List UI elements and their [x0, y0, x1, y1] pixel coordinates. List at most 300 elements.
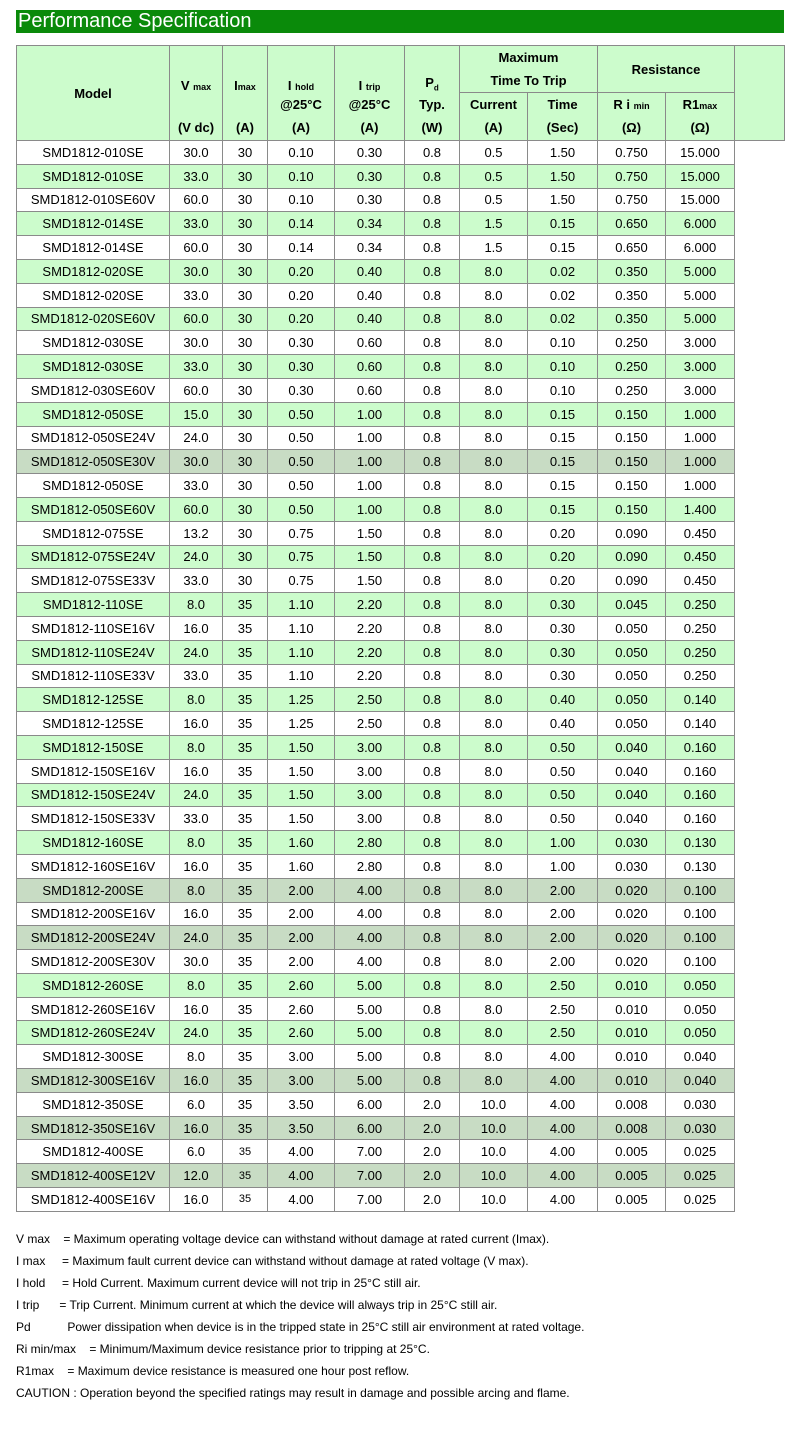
cell-rimin: 0.250: [598, 355, 666, 379]
cell-r1max: 5.000: [666, 307, 735, 331]
cell-vmax: 8.0: [170, 593, 223, 617]
cell-pd: 0.8: [405, 878, 460, 902]
cell-imax: 30: [223, 141, 268, 165]
header-resistance: Resistance: [598, 46, 735, 93]
cell-pd: 0.8: [405, 497, 460, 521]
table-row: [17, 735, 785, 759]
cell-itrip: 3.00: [335, 759, 405, 783]
cell-time: 0.15: [528, 426, 598, 450]
cell-rimin: 0.008: [598, 1116, 666, 1140]
cell-time: 4.00: [528, 1045, 598, 1069]
cell-model: SMD1812-125SE: [17, 688, 170, 712]
cell-imax: 35: [223, 1045, 268, 1069]
cell-rimin: 0.650: [598, 212, 666, 236]
cell-ihold: 3.50: [268, 1116, 335, 1140]
cell-pd: 0.8: [405, 712, 460, 736]
cell-r1max: 1.000: [666, 402, 735, 426]
cell-imax: 30: [223, 164, 268, 188]
cell-blank: [735, 664, 785, 688]
cell-pd: 0.8: [405, 783, 460, 807]
cell-blank: [735, 1045, 785, 1069]
cell-imax: 35: [223, 807, 268, 831]
cell-r1max: 0.050: [666, 997, 735, 1021]
cell-model: SMD1812-200SE30V: [17, 950, 170, 974]
cell-imax: 35: [223, 593, 268, 617]
cell-ihold: 0.75: [268, 521, 335, 545]
cell-pd: 0.8: [405, 474, 460, 498]
cell-rimin: 0.050: [598, 640, 666, 664]
cell-vmax: 16.0: [170, 902, 223, 926]
cell-blank: [735, 926, 785, 950]
cell-current: 10.0: [460, 1092, 528, 1116]
cell-imax: 30: [223, 331, 268, 355]
cell-ihold: 1.50: [268, 735, 335, 759]
cell-pd: 0.8: [405, 141, 460, 165]
cell-current: 8.0: [460, 712, 528, 736]
cell-itrip: 1.00: [335, 426, 405, 450]
table-body: [17, 141, 785, 1212]
cell-itrip: 1.00: [335, 450, 405, 474]
cell-current: 8.0: [460, 664, 528, 688]
cell-imax: 35: [223, 688, 268, 712]
footnote: R1max = Maximum device resistance is measured one hour post reflow.: [16, 1364, 410, 1378]
table-row: [17, 902, 785, 926]
cell-r1max: 3.000: [666, 378, 735, 402]
cell-r1max: 0.160: [666, 807, 735, 831]
cell-current: 8.0: [460, 569, 528, 593]
cell-rimin: 0.020: [598, 926, 666, 950]
cell-imax: 35: [223, 1164, 268, 1188]
cell-itrip: 0.34: [335, 236, 405, 260]
footnote: I max = Maximum fault current device can withstand without damage at rated voltage (V max).: [16, 1254, 529, 1268]
cell-rimin: 0.750: [598, 141, 666, 165]
cell-r1max: 0.130: [666, 831, 735, 855]
cell-time: 2.00: [528, 950, 598, 974]
header-blank: [735, 46, 785, 141]
cell-current: 8.0: [460, 283, 528, 307]
cell-ihold: 1.10: [268, 616, 335, 640]
cell-blank: [735, 1140, 785, 1164]
table-row: [17, 188, 785, 212]
cell-vmax: 8.0: [170, 973, 223, 997]
cell-r1max: 3.000: [666, 331, 735, 355]
cell-pd: 0.8: [405, 640, 460, 664]
cell-itrip: 4.00: [335, 950, 405, 974]
cell-r1max: 5.000: [666, 259, 735, 283]
cell-blank: [735, 426, 785, 450]
cell-current: 10.0: [460, 1140, 528, 1164]
table-row: [17, 141, 785, 165]
cell-pd: 0.8: [405, 569, 460, 593]
cell-time: 0.40: [528, 712, 598, 736]
cell-rimin: 0.350: [598, 259, 666, 283]
cell-time: 1.50: [528, 188, 598, 212]
cell-model: SMD1812-075SE24V: [17, 545, 170, 569]
cell-current: 8.0: [460, 688, 528, 712]
table-row: [17, 1164, 785, 1188]
table-row: [17, 950, 785, 974]
cell-blank: [735, 402, 785, 426]
cell-rimin: 0.010: [598, 997, 666, 1021]
cell-pd: 0.8: [405, 807, 460, 831]
cell-vmax: 24.0: [170, 426, 223, 450]
cell-vmax: 24.0: [170, 926, 223, 950]
table-row: [17, 521, 785, 545]
cell-pd: 0.8: [405, 997, 460, 1021]
cell-time: 0.50: [528, 759, 598, 783]
table-row: [17, 1188, 785, 1212]
cell-current: 8.0: [460, 593, 528, 617]
table-row: [17, 926, 785, 950]
cell-current: 8.0: [460, 378, 528, 402]
cell-imax: 35: [223, 997, 268, 1021]
table-row: [17, 355, 785, 379]
table-row: [17, 616, 785, 640]
table-row: [17, 593, 785, 617]
cell-r1max: 0.160: [666, 759, 735, 783]
cell-itrip: 0.40: [335, 283, 405, 307]
cell-pd: 2.0: [405, 1188, 460, 1212]
cell-r1max: 0.250: [666, 640, 735, 664]
cell-current: 1.5: [460, 212, 528, 236]
cell-pd: 0.8: [405, 616, 460, 640]
cell-pd: 0.8: [405, 426, 460, 450]
cell-time: 2.00: [528, 902, 598, 926]
cell-r1max: 0.140: [666, 712, 735, 736]
cell-vmax: 8.0: [170, 688, 223, 712]
cell-time: 0.10: [528, 331, 598, 355]
table-row: [17, 331, 785, 355]
cell-current: 8.0: [460, 783, 528, 807]
cell-current: 8.0: [460, 545, 528, 569]
cell-ihold: 2.00: [268, 878, 335, 902]
cell-imax: 30: [223, 569, 268, 593]
cell-rimin: 0.050: [598, 712, 666, 736]
cell-itrip: 2.20: [335, 593, 405, 617]
cell-rimin: 0.010: [598, 1069, 666, 1093]
table-row: [17, 831, 785, 855]
cell-model: SMD1812-400SE: [17, 1140, 170, 1164]
header-ihold: I hold: [268, 46, 335, 93]
cell-itrip: 1.00: [335, 497, 405, 521]
cell-ihold: 0.30: [268, 331, 335, 355]
cell-time: 4.00: [528, 1188, 598, 1212]
cell-model: SMD1812-030SE: [17, 331, 170, 355]
cell-model: SMD1812-050SE24V: [17, 426, 170, 450]
cell-r1max: 0.040: [666, 1069, 735, 1093]
cell-r1max: 0.100: [666, 926, 735, 950]
cell-ihold: 1.60: [268, 831, 335, 855]
cell-blank: [735, 878, 785, 902]
cell-blank: [735, 1092, 785, 1116]
cell-rimin: 0.090: [598, 545, 666, 569]
cell-vmax: 30.0: [170, 141, 223, 165]
cell-rimin: 0.020: [598, 950, 666, 974]
cell-rimin: 0.250: [598, 331, 666, 355]
cell-itrip: 2.20: [335, 616, 405, 640]
cell-itrip: 5.00: [335, 1045, 405, 1069]
cell-imax: 30: [223, 212, 268, 236]
cell-ihold: 2.00: [268, 926, 335, 950]
cell-rimin: 0.050: [598, 688, 666, 712]
cell-rimin: 0.150: [598, 450, 666, 474]
cell-ihold: 0.50: [268, 426, 335, 450]
cell-vmax: 6.0: [170, 1140, 223, 1164]
cell-blank: [735, 164, 785, 188]
cell-current: 8.0: [460, 426, 528, 450]
cell-blank: [735, 593, 785, 617]
cell-model: SMD1812-150SE: [17, 735, 170, 759]
cell-blank: [735, 688, 785, 712]
cell-itrip: 1.00: [335, 402, 405, 426]
cell-time: 0.20: [528, 521, 598, 545]
cell-pd: 0.8: [405, 236, 460, 260]
cell-blank: [735, 307, 785, 331]
cell-current: 8.0: [460, 1021, 528, 1045]
cell-vmax: 33.0: [170, 355, 223, 379]
table-row: [17, 1092, 785, 1116]
header-rimin: R i min: [598, 93, 666, 116]
cell-model: SMD1812-260SE: [17, 973, 170, 997]
cell-vmax: 33.0: [170, 164, 223, 188]
cell-model: SMD1812-350SE16V: [17, 1116, 170, 1140]
table-row: [17, 259, 785, 283]
cell-time: 0.50: [528, 735, 598, 759]
header-pd-unit: (W): [405, 116, 460, 141]
cell-time: 0.40: [528, 688, 598, 712]
notes-section: [16, 1228, 786, 1404]
cell-blank: [735, 545, 785, 569]
cell-r1max: 0.250: [666, 664, 735, 688]
cell-pd: 0.8: [405, 259, 460, 283]
cell-time: 0.50: [528, 807, 598, 831]
page-title: Performance Specification: [16, 10, 784, 33]
cell-blank: [735, 378, 785, 402]
cell-time: 0.15: [528, 212, 598, 236]
cell-current: 8.0: [460, 759, 528, 783]
cell-current: 8.0: [460, 997, 528, 1021]
cell-pd: 0.8: [405, 735, 460, 759]
cell-itrip: 0.40: [335, 259, 405, 283]
cell-r1max: 0.140: [666, 688, 735, 712]
cell-ihold: 1.25: [268, 688, 335, 712]
footnote: Ri min/max = Minimum/Maximum device resistance prior to tripping at 25°C.: [16, 1342, 430, 1356]
cell-model: SMD1812-200SE24V: [17, 926, 170, 950]
cell-imax: 35: [223, 1069, 268, 1093]
cell-current: 8.0: [460, 1045, 528, 1069]
cell-ihold: 1.50: [268, 783, 335, 807]
cell-rimin: 0.030: [598, 831, 666, 855]
cell-blank: [735, 712, 785, 736]
cell-pd: 0.8: [405, 1069, 460, 1093]
header-model: Model: [17, 46, 170, 141]
cell-imax: 35: [223, 735, 268, 759]
table-row: [17, 164, 785, 188]
cell-vmax: 33.0: [170, 212, 223, 236]
cell-time: 2.50: [528, 973, 598, 997]
cell-blank: [735, 569, 785, 593]
cell-vmax: 8.0: [170, 1045, 223, 1069]
cell-vmax: 16.0: [170, 854, 223, 878]
cell-ihold: 3.00: [268, 1069, 335, 1093]
cell-itrip: 5.00: [335, 1021, 405, 1045]
cell-r1max: 0.030: [666, 1116, 735, 1140]
cell-itrip: 0.60: [335, 355, 405, 379]
cell-rimin: 0.750: [598, 164, 666, 188]
table-row: [17, 688, 785, 712]
cell-rimin: 0.020: [598, 902, 666, 926]
cell-blank: [735, 521, 785, 545]
cell-pd: 0.8: [405, 1021, 460, 1045]
cell-vmax: 30.0: [170, 450, 223, 474]
cell-vmax: 30.0: [170, 259, 223, 283]
cell-rimin: 0.150: [598, 474, 666, 498]
cell-time: 4.00: [528, 1140, 598, 1164]
cell-pd: 2.0: [405, 1164, 460, 1188]
cell-current: 8.0: [460, 902, 528, 926]
cell-ihold: 0.50: [268, 450, 335, 474]
cell-pd: 0.8: [405, 307, 460, 331]
cell-itrip: 1.50: [335, 569, 405, 593]
cell-itrip: 0.40: [335, 307, 405, 331]
cell-ihold: 4.00: [268, 1188, 335, 1212]
cell-pd: 2.0: [405, 1092, 460, 1116]
cell-pd: 0.8: [405, 402, 460, 426]
cell-time: 0.20: [528, 545, 598, 569]
cell-ihold: 2.00: [268, 902, 335, 926]
cell-model: SMD1812-020SE60V: [17, 307, 170, 331]
cell-itrip: 2.50: [335, 688, 405, 712]
cell-current: 1.5: [460, 236, 528, 260]
cell-pd: 0.8: [405, 950, 460, 974]
cell-time: 4.00: [528, 1069, 598, 1093]
cell-imax: 35: [223, 950, 268, 974]
cell-time: 1.00: [528, 831, 598, 855]
cell-rimin: 0.010: [598, 973, 666, 997]
cell-blank: [735, 807, 785, 831]
cell-blank: [735, 1164, 785, 1188]
cell-time: 0.15: [528, 474, 598, 498]
cell-pd: 0.8: [405, 164, 460, 188]
cell-ihold: 1.50: [268, 807, 335, 831]
cell-imax: 35: [223, 831, 268, 855]
cell-imax: 30: [223, 259, 268, 283]
header-r1max-unit: (Ω): [666, 116, 735, 141]
cell-current: 8.0: [460, 640, 528, 664]
cell-current: 8.0: [460, 497, 528, 521]
cell-ihold: 0.50: [268, 497, 335, 521]
cell-current: 8.0: [460, 735, 528, 759]
cell-model: SMD1812-300SE16V: [17, 1069, 170, 1093]
cell-model: SMD1812-400SE16V: [17, 1188, 170, 1212]
cell-itrip: 5.00: [335, 973, 405, 997]
cell-rimin: 0.050: [598, 616, 666, 640]
cell-r1max: 1.000: [666, 474, 735, 498]
cell-time: 1.50: [528, 141, 598, 165]
cell-imax: 35: [223, 926, 268, 950]
cell-rimin: 0.150: [598, 497, 666, 521]
cell-blank: [735, 854, 785, 878]
cell-itrip: 0.30: [335, 188, 405, 212]
cell-rimin: 0.350: [598, 307, 666, 331]
cell-model: SMD1812-160SE: [17, 831, 170, 855]
cell-itrip: 5.00: [335, 997, 405, 1021]
cell-ihold: 1.10: [268, 664, 335, 688]
cell-r1max: 15.000: [666, 141, 735, 165]
header-vmax: V max: [170, 46, 223, 93]
cell-blank: [735, 355, 785, 379]
cell-itrip: 0.60: [335, 331, 405, 355]
cell-rimin: 0.650: [598, 236, 666, 260]
cell-blank: [735, 259, 785, 283]
cell-blank: [735, 450, 785, 474]
table-row: [17, 1116, 785, 1140]
cell-time: 4.00: [528, 1164, 598, 1188]
cell-time: 0.50: [528, 783, 598, 807]
cell-rimin: 0.020: [598, 878, 666, 902]
cell-model: SMD1812-150SE33V: [17, 807, 170, 831]
cell-itrip: 1.50: [335, 521, 405, 545]
table-row: [17, 450, 785, 474]
cell-rimin: 0.040: [598, 735, 666, 759]
cell-vmax: 16.0: [170, 1188, 223, 1212]
cell-itrip: 7.00: [335, 1164, 405, 1188]
cell-model: SMD1812-014SE: [17, 236, 170, 260]
cell-imax: 30: [223, 474, 268, 498]
cell-imax: 35: [223, 902, 268, 926]
cell-rimin: 0.050: [598, 664, 666, 688]
cell-model: SMD1812-050SE60V: [17, 497, 170, 521]
cell-r1max: 0.040: [666, 1045, 735, 1069]
cell-current: 0.5: [460, 164, 528, 188]
cell-current: 8.0: [460, 973, 528, 997]
cell-rimin: 0.005: [598, 1140, 666, 1164]
cell-ihold: 0.20: [268, 307, 335, 331]
cell-r1max: 0.450: [666, 545, 735, 569]
cell-itrip: 7.00: [335, 1140, 405, 1164]
cell-blank: [735, 950, 785, 974]
cell-r1max: 6.000: [666, 212, 735, 236]
cell-itrip: 0.60: [335, 378, 405, 402]
table-row: [17, 1140, 785, 1164]
cell-pd: 0.8: [405, 378, 460, 402]
cell-vmax: 60.0: [170, 378, 223, 402]
cell-itrip: 1.50: [335, 545, 405, 569]
table-row: [17, 854, 785, 878]
cell-ihold: 0.10: [268, 164, 335, 188]
cell-r1max: 0.450: [666, 521, 735, 545]
cell-time: 0.15: [528, 402, 598, 426]
cell-pd: 0.8: [405, 664, 460, 688]
cell-ihold: 2.60: [268, 973, 335, 997]
cell-rimin: 0.008: [598, 1092, 666, 1116]
cell-ihold: 0.10: [268, 141, 335, 165]
cell-imax: 35: [223, 1140, 268, 1164]
cell-ihold: 4.00: [268, 1164, 335, 1188]
cell-model: SMD1812-075SE: [17, 521, 170, 545]
cell-vmax: 60.0: [170, 236, 223, 260]
cell-current: 8.0: [460, 450, 528, 474]
table-header: [17, 46, 785, 141]
cell-imax: 35: [223, 1021, 268, 1045]
cell-ihold: 2.60: [268, 1021, 335, 1045]
cell-model: SMD1812-030SE60V: [17, 378, 170, 402]
cell-vmax: 16.0: [170, 1069, 223, 1093]
cell-vmax: 8.0: [170, 735, 223, 759]
cell-blank: [735, 1021, 785, 1045]
cell-imax: 30: [223, 497, 268, 521]
footnote: I trip = Trip Current. Minimum current at which the device will always trip in 25°C still air.: [16, 1298, 498, 1312]
